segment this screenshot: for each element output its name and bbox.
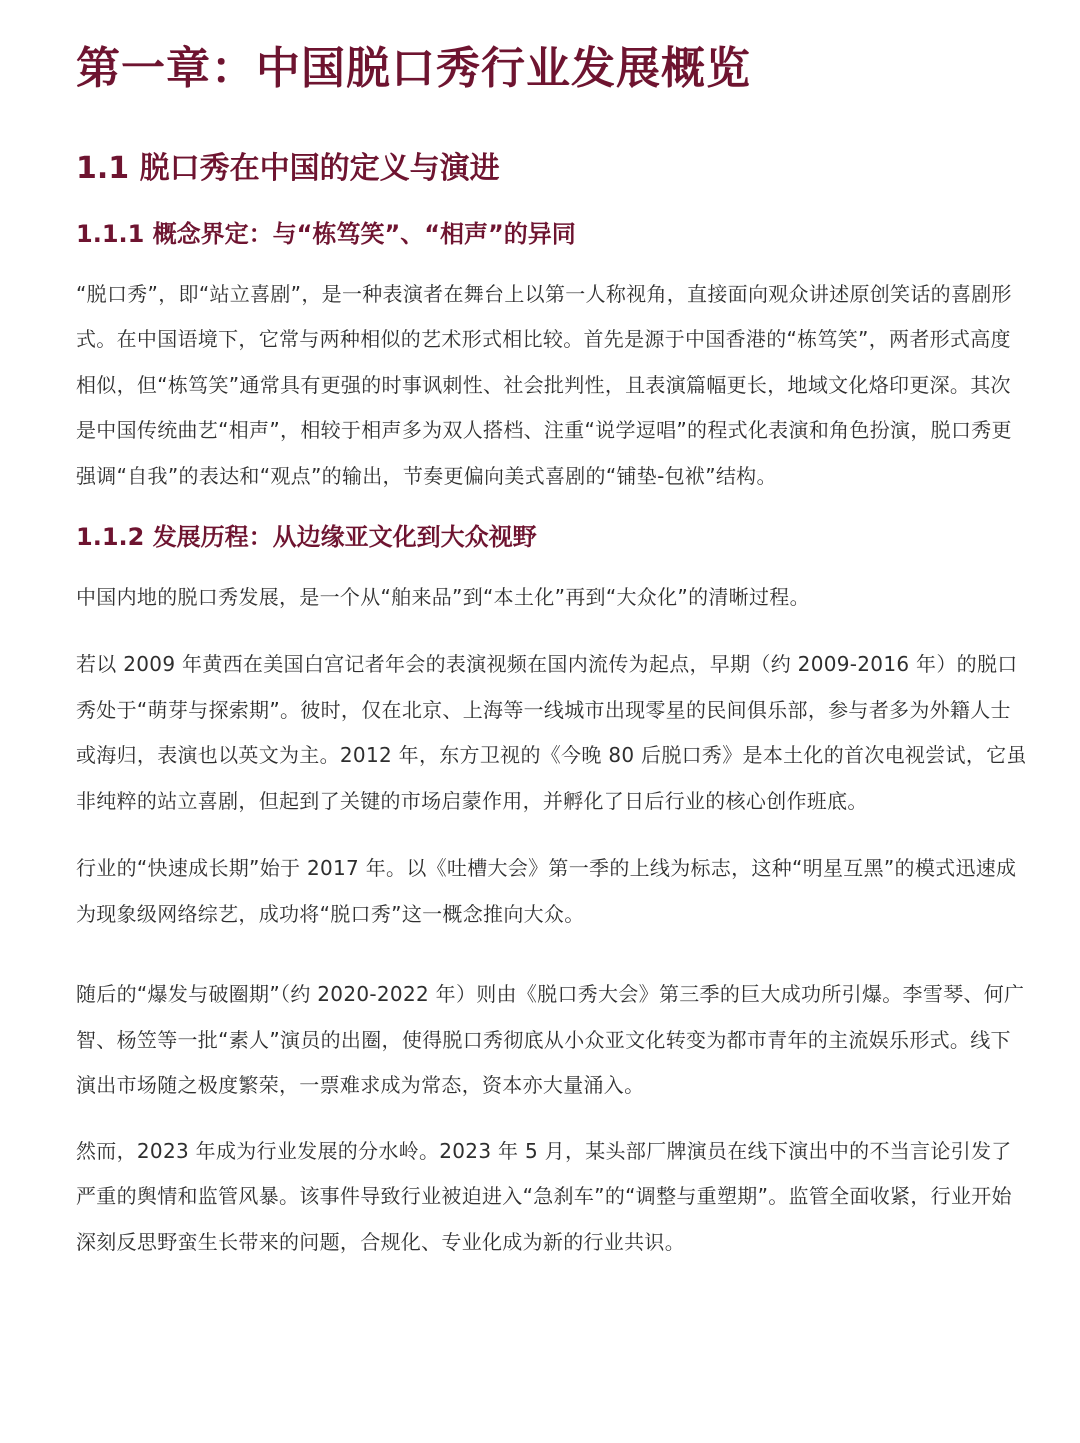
paragraph-history-growth: 行业的“快速成长期”始于 2017 年。以《吐槽大会》第一季的上线为标志，这种“明星互黑”的模式迅速成为现象级网络综艺，成功将“脱口秀”这一概念推向大众。 [76, 856, 1017, 926]
paragraph-history-adjustment: 然而，2023 年成为行业发展的分水岭。2023 年 5 月，某头部厂牌演员在线下演出中的不当言论引发了严重的舆情和监管风暴。该事件导致行业被迫进入“急刹车”的“调整与重塑期”。监管全面收紧，行业开始深刻反思野蛮生长带来的问题，合规化、专业化成为新的行业共识。 [76, 1138, 1012, 1254]
chapter-title: 第一章：中国脱口秀行业发展概览 [76, 43, 751, 94]
paragraph-history-intro: 中国内地的脱口秀发展，是一个从“舶来品”到“本土化”再到“大众化”的清晰过程。 [76, 584, 810, 609]
subsection-title-history: 1.1.2 发展历程：从边缘亚文化到大众视野 [76, 523, 537, 552]
paragraph-history-early: 若以 2009 年黄西在美国白宫记者年会的表演视频在国内流传为起点，早期（约 2009-2016 年）的脱口秀处于“萌芽与探索期”。彼时，仅在北京、上海等一线城市出现零星的民间俱乐部，参与者多为外籍人士或海归，表演也以英文为主。2012 年，东方卫视的《今晚 80 后脱口秀》是本土化的首次电视尝试，它虽非纯粹的站立喜剧，但起到了关键的市场启蒙作用，并孵化了日后行业的核心创作班底。 [76, 652, 1027, 813]
section-title: 1.1 脱口秀在中国的定义与演进 [76, 151, 500, 187]
paragraph-history-boom: 随后的“爆发与破圈期”（约 2020-2022 年）则由《脱口秀大会》第三季的巨大成功所引爆。李雪琴、何广智、杨笠等一批“素人”演员的出圈，使得脱口秀彻底从小众亚文化转变为都市青年的主流娱乐形式。线下演出市场随之极度繁荣，一票难求成为常态，资本亦大量涌入。 [76, 982, 1025, 1098]
subsection-title-concept: 1.1.1 概念界定：与“栋笃笑”、“相声”的异同 [76, 220, 576, 249]
paragraph-concept-definition: “脱口秀”，即“站立喜剧”，是一种表演者在舞台上以第一人称视角，直接面向观众讲述原创笑话的喜剧形式。在中国语境下，它常与两种相似的艺术形式相比较。首先是源于中国香港的“栋笃笑”，两者形式高度相似，但“栋笃笑”通常具有更强的时事讽刺性、社会批判性，且表演篇幅更长，地域文化烙印更深。其次是中国传统曲艺“相声”，相较于相声多为双人搭档、注重“说学逗唱”的程式化表演和角色扮演，脱口秀更强调“自我”的表达和“观点”的输出，节奏更偏向美式喜剧的“铺垫-包袱”结构。 [76, 281, 1012, 488]
